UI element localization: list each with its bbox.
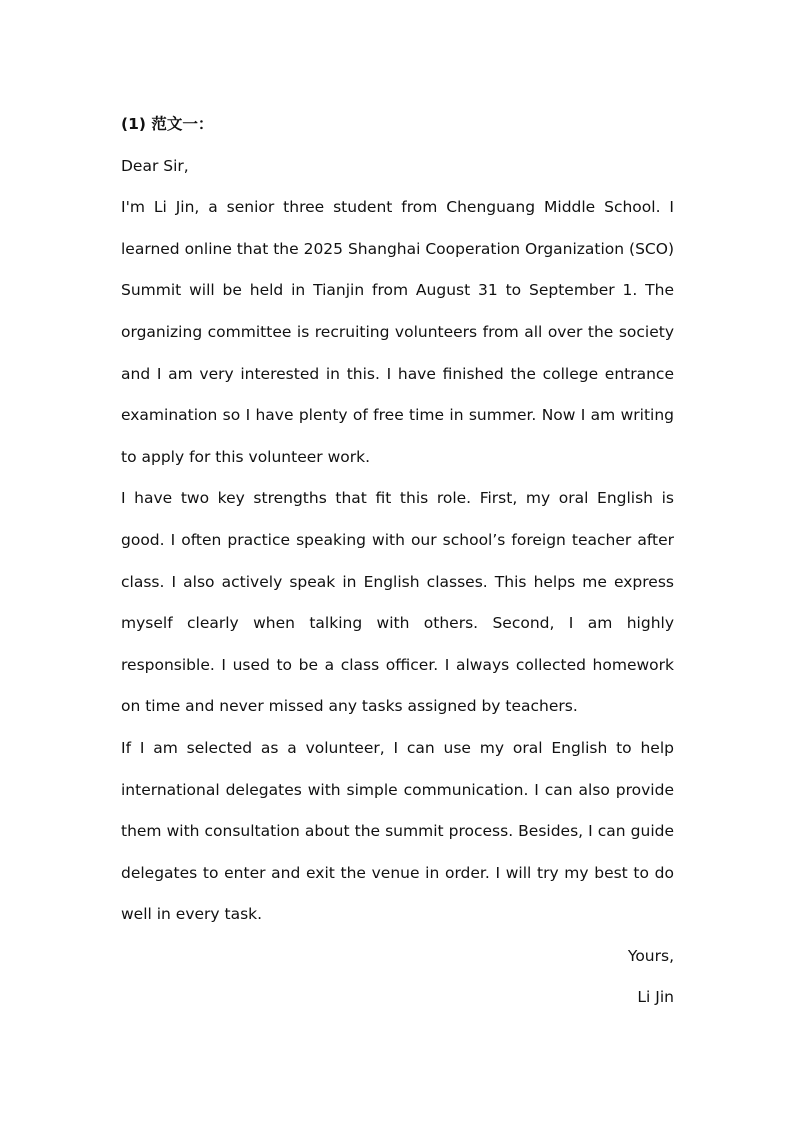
paragraph-plans: If I am selected as a volunteer, I can use my oral English to help international delegates with simple communication. I can also provide them with consultation about the summit process. Besides, I can guide delegates to enter and exit the venue in order. I will try my best to do well in every task. (121, 738, 674, 924)
essay-heading: (1) 范文一： (121, 115, 214, 133)
closing: Yours, (627, 946, 674, 965)
signature: Li Jin (637, 988, 674, 1007)
salutation: Dear Sir, (121, 156, 189, 175)
paragraph-introduction: I'm Li Jin, a senior three student from Chenguang Middle School. I learned online that the 2025 Shanghai Cooperation Organization (SCO) Summit will be held in Tianjin from August 31 to September 1. The organizing committee is recruiting volunteers from all over the society and I am very interested in this. I have finished the college entrance examination so I have plenty of free time in summer. Now I am writing to apply for this volunteer work. (121, 198, 674, 466)
letter-body (121, 104, 674, 1019)
paragraph-strengths: I have two key strengths that fit this role. First, my oral English is good. I often practice speaking with our school’s foreign teacher after class. I also actively speak in English classes. This helps me express myself clearly when talking with others. Second, I am highly responsible. I used to be a class officer. I always collected homework on time and never missed any tasks assigned by teachers. (121, 489, 674, 716)
